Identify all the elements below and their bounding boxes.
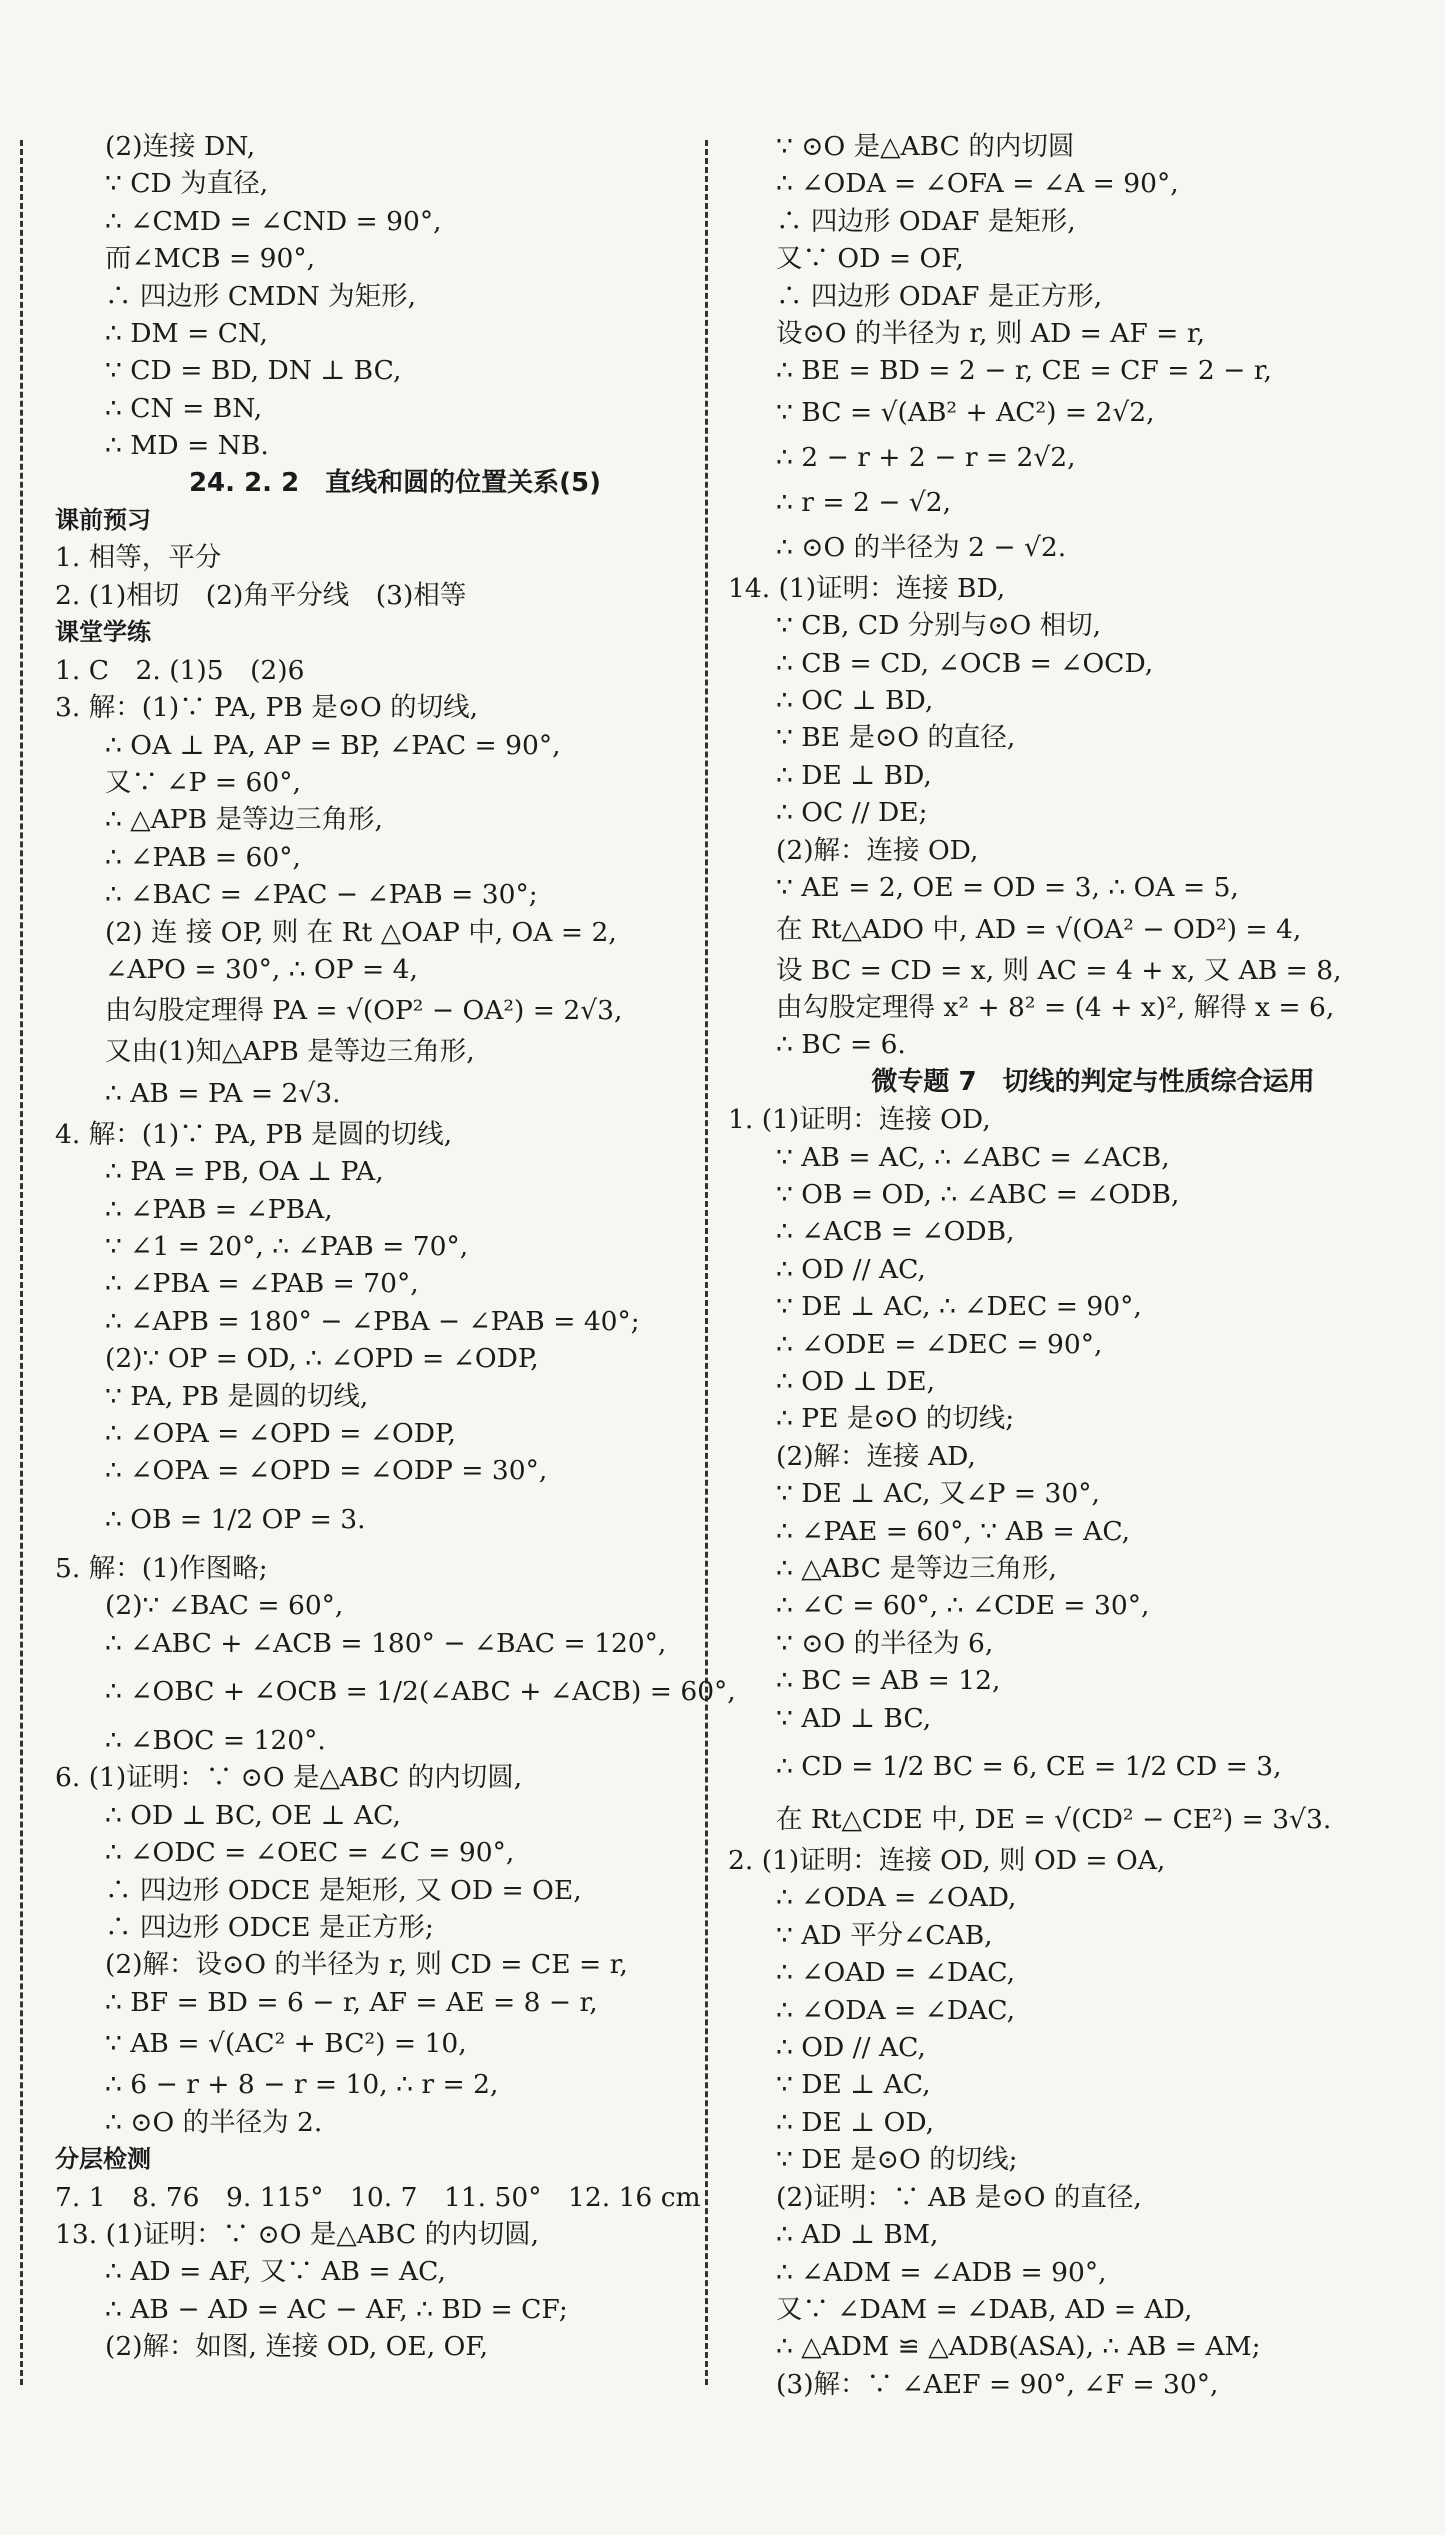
right-column-line-5: ∴ 四边形 ODAF 是正方形, <box>776 280 1103 312</box>
right-column-line-32: ∴ ∠ODE = ∠DEC = 90°, <box>776 1328 1103 1360</box>
right-column-line-34: ∴ PE 是⊙O 的切线; <box>776 1403 1015 1435</box>
left-column-line-1: (2)连接 DN, <box>105 131 256 162</box>
left-column-line-6: ∴ DM = CN, <box>105 318 268 350</box>
right-column-line-44: 在 Rt△CDE 中, DE = √(CD² − CE²) = 3√3. <box>776 1804 1332 1836</box>
right-column-line-11: ∴ ⊙O 的半径为 2 − √2. <box>776 531 1067 563</box>
right-column-line-17: ∴ DE ⊥ BD, <box>776 759 932 791</box>
right-column-line-43: ∴ CD = 1/2 BC = 6, CE = 1/2 CD = 3, <box>776 1751 1282 1783</box>
left-column-line-35: ∴ ∠OPA = ∠OPD = ∠ODP, <box>105 1418 456 1449</box>
right-column-line-49: ∴ ∠ODA = ∠DAC, <box>776 1994 1015 2026</box>
right-column-line-1: ∵ ⊙O 是△ABC 的内切圆 <box>776 131 1075 162</box>
right-column-line-27: ∵ AB = AC, ∴ ∠ABC = ∠ACB, <box>776 1141 1170 1173</box>
right-column-line-53: ∵ DE 是⊙O 的切线; <box>776 2144 1018 2176</box>
right-column-line-35: (2)解：连接 AD, <box>776 1440 976 1472</box>
left-column-line-41: ∴ ∠OBC + ∠OCB = 1/2(∠ABC + ∠ACB) = 60°, <box>105 1676 736 1708</box>
right-column-line-52: ∴ DE ⊥ OD, <box>776 2106 935 2138</box>
left-column-line-45: ∴ ∠ODC = ∠OEC = ∠C = 90°, <box>105 1837 515 1869</box>
right-column-line-39: ∴ ∠C = 60°, ∴ ∠CDE = 30°, <box>776 1590 1150 1622</box>
left-column-line-31: ∴ ∠PBA = ∠PAB = 70°, <box>105 1268 419 1300</box>
right-column-line-54: (2)证明：∵ AB 是⊙O 的直径, <box>776 2181 1142 2213</box>
left-column-line-55: 13. (1)证明：∵ ⊙O 是△ABC 的内切圆, <box>55 2218 539 2250</box>
left-column-line-42: ∴ ∠BOC = 120°. <box>105 1725 326 1757</box>
left-column-line-52: ∴ ⊙O 的半径为 2. <box>105 2106 323 2138</box>
right-column-line-56: ∴ ∠ADM = ∠ADB = 90°, <box>776 2256 1107 2288</box>
left-column-line-12: 1. 相等，平分 <box>55 542 222 574</box>
left-column-line-5: ∴ 四边形 CMDN 为矩形, <box>105 280 417 312</box>
left-column-line-10: 24. 2. 2 直线和圆的位置关系(5) <box>188 467 602 498</box>
left-column-line-49: ∴ BF = BD = 6 − r, AF = AE = 8 − r, <box>105 1986 598 2018</box>
right-column-line-40: ∵ ⊙O 的半径为 6, <box>776 1627 994 1659</box>
left-column-line-25: 又由(1)知△APB 是等边三角形, <box>105 1036 475 1068</box>
left-column-line-57: ∴ AB − AD = AC − AF, ∴ BD = CF; <box>105 2293 568 2325</box>
left-column-line-58: (2)解：如图, 连接 OD, OE, OF, <box>105 2331 489 2363</box>
left-column-line-13: 2. (1)相切 (2)角平分线 (3)相等 <box>55 579 467 611</box>
right-column-line-57: 又∵ ∠DAM = ∠DAB, AD = AD, <box>776 2293 1193 2325</box>
left-column-line-34: ∵ PA, PB 是圆的切线, <box>105 1380 369 1412</box>
right-column-line-8: ∵ BC = √(AB² + AC²) = 2√2, <box>776 396 1155 428</box>
left-column-line-36: ∴ ∠OPA = ∠OPD = ∠ODP = 30°, <box>105 1455 548 1487</box>
left-column-line-11: 课前预习 <box>55 506 151 535</box>
right-column-line-50: ∴ OD // AC, <box>776 2032 926 2064</box>
right-column-line-59: (3)解：∵ ∠AEF = 90°, ∠F = 30°, <box>776 2368 1219 2400</box>
right-column <box>728 128 1418 2403</box>
left-column-line-37: ∴ OB = 1/2 OP = 3. <box>105 1503 366 1535</box>
left-column-line-28: ∴ PA = PB, OA ⊥ PA, <box>105 1156 384 1188</box>
right-column-line-16: ∵ BE 是⊙O 的直径, <box>776 722 1016 754</box>
left-column-line-51: ∴ 6 − r + 8 − r = 10, ∴ r = 2, <box>105 2069 499 2101</box>
column-divider-dashed-line <box>705 140 708 2385</box>
right-column-line-4: 又∵ OD = OF, <box>776 243 964 275</box>
right-column-line-21: 在 Rt△ADO 中, AD = √(OA² − OD²) = 4, <box>776 913 1302 945</box>
right-column-line-37: ∴ ∠PAE = 60°, ∵ AB = AC, <box>776 1515 1131 1547</box>
left-column-line-46: ∴ 四边形 ODCE 是矩形, 又 OD = OE, <box>105 1874 582 1906</box>
right-column-line-7: ∴ BE = BD = 2 − r, CE = CF = 2 − r, <box>776 355 1272 387</box>
left-column-line-20: ∴ ∠PAB = 60°, <box>105 841 301 873</box>
left-column-line-15: 1. C 2. (1)5 (2)6 <box>55 654 305 686</box>
right-column-line-13: ∵ CB, CD 分别与⊙O 相切, <box>776 610 1102 642</box>
left-column-line-44: ∴ OD ⊥ BC, OE ⊥ AC, <box>105 1799 401 1831</box>
right-column-line-14: ∴ CB = CD, ∠OCB = ∠OCD, <box>776 647 1154 679</box>
right-column-line-22: 设 BC = CD = x, 则 AC = 4 + x, 又 AB = 8, <box>776 954 1342 986</box>
right-column-line-25: 微专题 7 切线的判定与性质综合运用 <box>871 1066 1315 1097</box>
right-column-line-12: 14. (1)证明：连接 BD, <box>728 572 1006 604</box>
right-column-line-48: ∴ ∠OAD = ∠DAC, <box>776 1957 1015 1989</box>
left-column-line-18: 又∵ ∠P = 60°, <box>105 766 301 798</box>
right-column-line-42: ∵ AD ⊥ BC, <box>776 1702 932 1734</box>
left-column-line-29: ∴ ∠PAB = ∠PBA, <box>105 1193 333 1225</box>
right-column-line-33: ∴ OD ⊥ DE, <box>776 1365 936 1397</box>
right-column-line-51: ∵ DE ⊥ AC, <box>776 2069 931 2101</box>
left-margin-dashed-line <box>20 140 23 2385</box>
left-column-line-9: ∴ MD = NB. <box>105 430 269 462</box>
right-column-line-36: ∵ DE ⊥ AC, 又∠P = 30°, <box>776 1478 1100 1510</box>
left-column-line-30: ∵ ∠1 = 20°, ∴ ∠PAB = 70°, <box>105 1230 469 1262</box>
right-column-line-26: 1. (1)证明：连接 OD, <box>728 1104 991 1136</box>
left-column-line-23: ∠APO = 30°, ∴ OP = 4, <box>105 953 418 985</box>
right-column-line-6: 设⊙O 的半径为 r, 则 AD = AF = r, <box>776 318 1205 350</box>
left-column-line-24: 由勾股定理得 PA = √(OP² − OA²) = 2√3, <box>105 995 623 1027</box>
right-column-line-58: ∴ △ADM ≌ △ADB(ASA), ∴ AB = AM; <box>776 2331 1261 2363</box>
right-column-line-38: ∴ △ABC 是等边三角形, <box>776 1553 1057 1584</box>
right-column-line-19: (2)解：连接 OD, <box>776 834 979 866</box>
left-column-line-4: 而∠MCB = 90°, <box>105 243 316 275</box>
left-column-line-32: ∴ ∠APB = 180° − ∠PBA − ∠PAB = 40°; <box>105 1305 640 1337</box>
left-column-line-16: 3. 解：(1)∵ PA, PB 是⊙O 的切线, <box>55 692 479 724</box>
left-column <box>55 128 736 2366</box>
left-column-line-8: ∴ CN = BN, <box>105 392 263 424</box>
left-column-line-21: ∴ ∠BAC = ∠PAC − ∠PAB = 30°; <box>105 879 538 911</box>
right-column-line-23: 由勾股定理得 x² + 8² = (4 + x)², 解得 x = 6, <box>776 991 1335 1023</box>
left-column-line-47: ∴ 四边形 ODCE 是正方形; <box>105 1912 434 1944</box>
left-column-line-53: 分层检测 <box>55 2145 151 2174</box>
right-column-line-28: ∵ OB = OD, ∴ ∠ABC = ∠ODB, <box>776 1178 1180 1210</box>
left-column-line-19: ∴ △APB 是等边三角形, <box>105 804 383 836</box>
right-column-line-29: ∴ ∠ACB = ∠ODB, <box>776 1216 1015 1248</box>
left-column-line-39: (2)∵ ∠BAC = 60°, <box>105 1590 344 1622</box>
left-column-line-27: 4. 解：(1)∵ PA, PB 是圆的切线, <box>55 1118 453 1150</box>
right-column-line-20: ∵ AE = 2, OE = OD = 3, ∴ OA = 5, <box>776 872 1239 904</box>
right-column-line-45: 2. (1)证明：连接 OD, 则 OD = OA, <box>728 1845 1166 1877</box>
right-column-line-30: ∴ OD // AC, <box>776 1253 926 1285</box>
left-column-line-38: 5. 解：(1)作图略; <box>55 1552 268 1584</box>
left-column-line-17: ∴ OA ⊥ PA, AP = BP, ∠PAC = 90°, <box>105 729 561 761</box>
left-column-line-26: ∴ AB = PA = 2√3. <box>105 1077 341 1109</box>
right-column-line-18: ∴ OC // DE; <box>776 797 928 829</box>
right-column-line-47: ∵ AD 平分∠CAB, <box>776 1919 993 1951</box>
left-column-line-33: (2)∵ OP = OD, ∴ ∠OPD = ∠ODP, <box>105 1343 539 1375</box>
right-column-line-10: ∴ r = 2 − √2, <box>776 486 952 518</box>
right-column-line-55: ∴ AD ⊥ BM, <box>776 2219 939 2251</box>
right-column-line-46: ∴ ∠ODA = ∠OAD, <box>776 1882 1017 1914</box>
left-column-line-2: ∵ CD 为直径, <box>105 168 269 200</box>
right-column-line-9: ∴ 2 − r + 2 − r = 2√2, <box>776 441 1076 473</box>
right-column-line-24: ∴ BC = 6. <box>776 1029 906 1061</box>
right-column-line-15: ∴ OC ⊥ BD, <box>776 685 934 717</box>
left-column-line-22: (2) 连 接 OP, 则 在 Rt △OAP 中, OA = 2, <box>105 916 617 948</box>
right-column-line-41: ∴ BC = AB = 12, <box>776 1665 1001 1697</box>
right-column-line-3: ∴ 四边形 ODAF 是矩形, <box>776 205 1076 237</box>
left-column-line-40: ∴ ∠ABC + ∠ACB = 180° − ∠BAC = 120°, <box>105 1627 667 1659</box>
left-column-line-3: ∴ ∠CMD = ∠CND = 90°, <box>105 205 442 237</box>
left-column-line-50: ∵ AB = √(AC² + BC²) = 10, <box>105 2028 467 2060</box>
left-column-line-54: 7. 1 8. 76 9. 115° 10. 7 11. 50° 12. 16 cm <box>55 2181 701 2213</box>
left-column-line-43: 6. (1)证明：∵ ⊙O 是△ABC 的内切圆, <box>55 1762 523 1794</box>
right-column-line-31: ∵ DE ⊥ AC, ∴ ∠DEC = 90°, <box>776 1291 1142 1323</box>
left-column-line-14: 课堂学练 <box>55 618 151 647</box>
left-column-line-56: ∴ AD = AF, 又∵ AB = AC, <box>105 2256 446 2288</box>
left-column-line-48: (2)解：设⊙O 的半径为 r, 则 CD = CE = r, <box>105 1949 628 1981</box>
left-column-line-7: ∵ CD = BD, DN ⊥ BC, <box>105 355 402 387</box>
right-column-line-2: ∴ ∠ODA = ∠OFA = ∠A = 90°, <box>776 168 1179 200</box>
